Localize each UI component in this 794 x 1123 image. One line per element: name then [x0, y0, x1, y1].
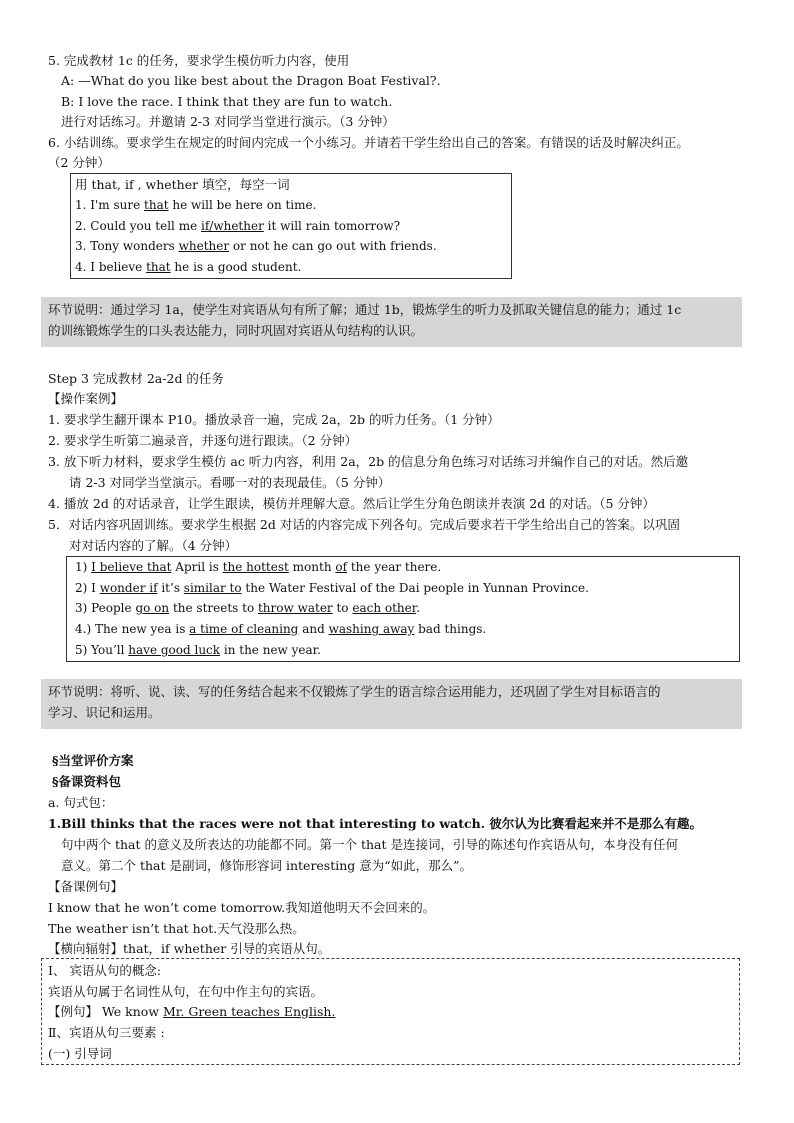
dialog-line-b: B: I love the race. I think that they are fun to watch. [61, 94, 393, 109]
example-sentence: I know that he won’t come tomorrow.我知道他明天不会回来的。 [48, 900, 436, 915]
step-item-6-time: （2 分钟） [48, 155, 110, 170]
fill-sentence-5: 5) You’ll have good luck in the new year. [75, 643, 321, 657]
eval-heading: §当堂评价方案 [52, 753, 134, 768]
fill-sentence-2: 2) I wonder if it’s similar to the Water Festival of the Dai people in Yunnan Province. [75, 581, 589, 595]
fill-sentence-1: 1) I believe that April is the hottest month of the year there. [75, 560, 442, 574]
exercise-box-1 [70, 173, 512, 279]
note-line: 环节说明：将听、说、读、写的任务结合起来不仅锻炼了学生的语言综合运用能力，还巩固了学生对目标语言的 [48, 684, 661, 699]
note-line: 学习、识记和运用。 [48, 705, 161, 720]
grammar-line: (一) 引导词 [48, 1046, 112, 1061]
exercise-sentence-3: 3. Tony wonders whether or not he can go out with friends. [75, 239, 437, 253]
grammar-example: 【例句】 We know Mr. Green teaches English. [48, 1004, 336, 1019]
case-heading: 【操作案例】 [48, 391, 124, 406]
exercise-sentence-1: 1. I'm sure that he will be here on time. [75, 198, 317, 212]
step3-item-1: 1. 要求学生翻开课本 P10。播放录音一遍，完成 2a，2b 的听力任务。（1 分钟） [48, 412, 500, 427]
exercise-title: 用 that, if , whether 填空，每空一词 [75, 177, 290, 192]
step-item-5: 5. 完成教材 1c 的任务，要求学生模仿听力内容，使用 [48, 53, 350, 68]
extension-line: 【横向辐射】that，if whether 引导的宾语从句。 [48, 941, 331, 956]
step3-heading: Step 3 完成教材 2a-2d 的任务 [48, 371, 224, 386]
exercise-sentence-2: 2. Could you tell me if/whether it will rain tomorrow? [75, 219, 401, 233]
step3-item-5-cont: 对对话内容的了解。（4 分钟） [69, 538, 238, 553]
step3-item-4: 4. 播放 2d 的对话录音，让学生跟读，模仿并理解大意。然后让学生分角色朗读并表演 2d 的对话。（5 分钟） [48, 496, 655, 511]
materials-heading: §备课资料包 [52, 774, 122, 789]
step3-item-5: 5．对话内容巩固训练。要求学生根据 2d 对话的内容完成下列各句。完成后要求若干学生给出自己的答案。以巩固 [48, 517, 680, 532]
exercise-box-2 [66, 556, 740, 662]
step-item-6: 6. 小结训练。要求学生在规定的时间内完成一个小练习。并请若干学生给出自己的答案。有错误的话及时解决纠正。 [48, 135, 689, 150]
practice-line: 进行对话练习。并邀请 2-3 对同学当堂进行演示。（3 分钟） [61, 114, 395, 129]
note-line: 的训练锻炼学生的口头表达能力，同时巩固对宾语从句结构的认识。 [48, 323, 424, 338]
exercise-sentence-4: 4. I believe that he is a good student. [75, 260, 302, 274]
segment-note-2 [41, 679, 742, 729]
explanation-line: 句中两个 that 的意义及所表达的功能都不同。第一个 that 是连接词，引导的陈述句作宾语从句，本身没有任何 [61, 837, 678, 852]
note-line: 环节说明：通过学习 1a，使学生对宾语从句有所了解；通过 1b，锻炼学生的听力及抓取关键信息的能力；通过 1c [48, 302, 682, 317]
fill-sentence-4: 4.) The new yea is a time of cleaning and washing away bad things. [75, 622, 487, 636]
example-heading: 【备课例句】 [48, 879, 124, 894]
step3-item-2: 2. 要求学生听第二遍录音，并逐句进行跟读。（2 分钟） [48, 433, 358, 448]
step3-item-3: 3. 放下听力材料，要求学生模仿 ac 听力内容，利用 2a，2b 的信息分角色练习对话练习并编作自己的对话。然后邀 [48, 454, 689, 469]
grammar-line: Ⅰ、 宾语从句的概念: [48, 963, 162, 978]
example-sentence: The weather isn’t that hot.天气没那么热。 [48, 921, 305, 936]
grammar-line: Ⅱ、宾语从句三要素 : [48, 1025, 165, 1040]
grammar-line: 宾语从句属于名词性从句，在句中作主句的宾语。 [48, 984, 324, 999]
fill-sentence-3: 3) People go on the streets to throw water to each other. [75, 601, 421, 615]
grammar-box [41, 958, 740, 1065]
step3-item-3-cont: 请 2-3 对同学当堂演示。看哪一对的表现最佳。（5 分钟） [69, 475, 391, 490]
explanation-line: 意义。第二个 that 是副词，修饰形容词 interesting 意为“如此，那么”。 [61, 858, 473, 873]
sentence-pack-label: a. 句式包： [48, 795, 114, 810]
segment-note-1 [41, 297, 742, 347]
dialog-line-a: A: —What do you like best about the Dragon Boat Festival?. [61, 73, 441, 88]
key-sentence: 1.Bill thinks that the races were not that interesting to watch. 彼尔认为比赛看起来并不是那么有趣。 [48, 816, 702, 831]
